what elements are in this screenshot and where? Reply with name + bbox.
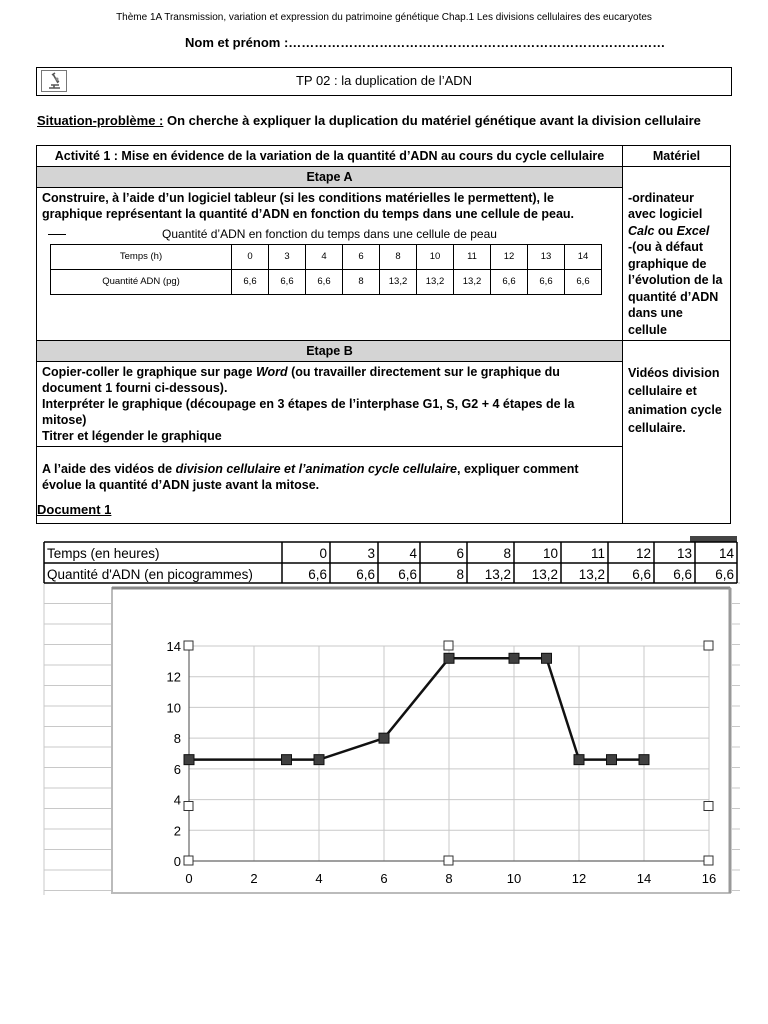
situation-label: Situation-problème :	[37, 113, 164, 128]
x-tick-label: 16	[701, 871, 717, 886]
doc-qty-cell: 6,6	[356, 567, 375, 582]
selection-handle	[184, 802, 193, 811]
selected-column-marker	[690, 536, 737, 542]
mini-cell: 3	[269, 245, 306, 270]
x-tick-label: 0	[185, 871, 193, 886]
doc-time-cell: 11	[590, 546, 605, 561]
data-point	[607, 755, 617, 765]
mini-row-label-qty: Quantité ADN (pg)	[51, 270, 232, 295]
y-tick-label: 8	[173, 731, 181, 747]
y-tick-label: 10	[166, 700, 181, 716]
calc-label: Calc	[628, 223, 655, 238]
selection-handle	[704, 856, 713, 865]
doc-time-cell: 3	[367, 546, 375, 561]
mini-cell: 6	[343, 245, 380, 270]
mini-cell: 8	[343, 270, 380, 295]
y-tick-label: 0	[173, 854, 181, 869]
selection-handle	[184, 641, 193, 650]
doc-row-label-time: Temps (en heures)	[47, 546, 160, 561]
data-point	[184, 755, 194, 765]
mini-cell: 13,2	[380, 270, 417, 295]
materiel-b: Vidéos division cellulaire et animation cycle cellulaire.	[623, 362, 731, 524]
doc-qty-cell: 6,6	[308, 567, 327, 582]
materiel-a-line2: -(ou à défaut graphique de l’évolution de la quantité d’ADN dans une cellule	[628, 240, 723, 337]
y-tick-label: 14	[166, 639, 181, 654]
data-point	[509, 653, 519, 663]
x-tick-label: 4	[315, 871, 323, 886]
x-tick-label: 6	[380, 871, 388, 886]
data-point	[542, 653, 552, 663]
mini-cell: 13,2	[417, 270, 454, 295]
tp-title: TP 02 : la duplication de l’ADN	[295, 73, 473, 88]
data-point	[314, 755, 324, 765]
y-tick-label: 2	[173, 823, 181, 839]
doc-time-cell: 6	[456, 546, 464, 561]
mini-cell: 6,6	[528, 270, 565, 295]
mini-row-label-time: Temps (h)	[51, 245, 232, 270]
doc-time-cell: 4	[409, 546, 417, 561]
doc-qty-cell: 6,6	[632, 567, 651, 582]
series-line	[189, 658, 644, 759]
selection-handle	[704, 802, 713, 811]
x-tick-label: 10	[506, 871, 522, 886]
doc-qty-cell: 8	[456, 567, 464, 582]
doc-time-cell: 13	[676, 546, 692, 561]
videos-italic: division cellulaire et l’animation cycle cellulaire	[175, 462, 457, 476]
y-tick-label: 6	[173, 761, 181, 777]
doc-qty-cell: 6,6	[673, 567, 692, 582]
mini-cell: 13,2	[454, 270, 491, 295]
doc-qty-cell: 6,6	[398, 567, 417, 582]
doc-time-cell: 12	[635, 546, 651, 561]
doc-data-table	[44, 536, 737, 583]
x-tick-label: 8	[445, 871, 453, 886]
etape-b-line1: Copier-coller le graphique sur page Word (ou travailler directement sur le graphique du document 1 fourni ci-dessous).	[42, 365, 560, 395]
doc-qty-cell: 13,2	[484, 567, 511, 582]
mini-cell: 8	[380, 245, 417, 270]
doc-time-cell: 8	[503, 546, 511, 561]
materiel-header: Matériel	[623, 146, 731, 167]
mini-cell: 10	[417, 245, 454, 270]
name-field-line: Nom et prénom :……………………………………………………………………………	[185, 35, 666, 50]
doc-time-cell: 10	[542, 546, 558, 561]
doc-time-cell: 14	[718, 546, 734, 561]
doc-qty-cell: 6,6	[715, 567, 734, 582]
doc-qty-cell: 13,2	[531, 567, 558, 582]
mini-cell: 11	[454, 245, 491, 270]
document-title: Document 1	[37, 502, 112, 517]
etape-a-text: Construire, à l’aide d’un logiciel tableur (si les conditions matérielles le permettent), le graphique représentant la quantité d’ADN en fonction du temps dans une cellule de peau.	[42, 191, 575, 221]
y-tick-label: 12	[166, 669, 181, 685]
doc-row-label-qty: Quantité d'ADN (en picogrammes)	[47, 567, 253, 582]
y-tick-label: 4	[173, 792, 181, 808]
word-label: Word	[255, 365, 288, 379]
mini-cell: 12	[491, 245, 528, 270]
etape-b-header: Etape B	[37, 341, 623, 362]
x-tick-label: 12	[571, 871, 587, 886]
data-point	[282, 755, 292, 765]
etape-b-line2: Interpréter le graphique (découpage en 3 étapes de l’interphase G1, S, G2 + 4 étapes de la mitose)	[42, 397, 575, 427]
situation-text: On cherche à expliquer la duplication du matériel génétique avant la division cellulaire	[163, 113, 701, 128]
x-tick-label: 2	[250, 871, 258, 886]
activity-title: Activité 1 : Mise en évidence de la variation de la quantité d’ADN au cours du cycle cellulaire	[37, 146, 623, 167]
mini-cell: 0	[232, 245, 269, 270]
chart-frame	[112, 588, 730, 893]
data-point	[639, 755, 649, 765]
data-point	[574, 755, 584, 765]
data-point	[444, 653, 454, 663]
selection-handle	[444, 641, 453, 650]
etape-a-header: Etape A	[37, 167, 623, 188]
mini-cell: 6,6	[306, 270, 343, 295]
doc-qty-cell: 13,2	[578, 567, 605, 582]
page-header: Thème 1A Transmission, variation et expression du patrimoine génétique Chap.1 Les divisions cellulaires des eucaryotes	[116, 12, 652, 23]
etape-b-line3: Titrer et légender le graphique	[42, 429, 222, 443]
doc-time-cell: 0	[319, 546, 327, 561]
mini-cell: 6,6	[232, 270, 269, 295]
mini-table-title: Quantité d’ADN en fonction du temps dans une cellule de peau	[162, 227, 497, 241]
ou-label: ou	[654, 223, 677, 238]
etape-b-videos: A l’aide des vidéos de division cellulaire et l’animation cycle cellulaire, expliquer comment évolue la quantité d’ADN juste avant la mitose.	[37, 447, 623, 524]
materiel-a-line1: -ordinateur avec logiciel	[628, 190, 703, 221]
mini-cell: 6,6	[565, 270, 602, 295]
data-point	[379, 733, 389, 743]
mini-cell: 6,6	[269, 270, 306, 295]
selection-handle	[444, 856, 453, 865]
mini-cell: 13	[528, 245, 565, 270]
dna-chart	[112, 588, 730, 893]
selection-handle	[704, 641, 713, 650]
sheet-grid	[44, 583, 740, 895]
mini-cell: 14	[565, 245, 602, 270]
mini-cell: 6,6	[491, 270, 528, 295]
selection-handle	[184, 856, 193, 865]
excel-label: Excel	[676, 223, 710, 238]
mini-cell: 4	[306, 245, 343, 270]
x-tick-label: 14	[636, 871, 652, 886]
